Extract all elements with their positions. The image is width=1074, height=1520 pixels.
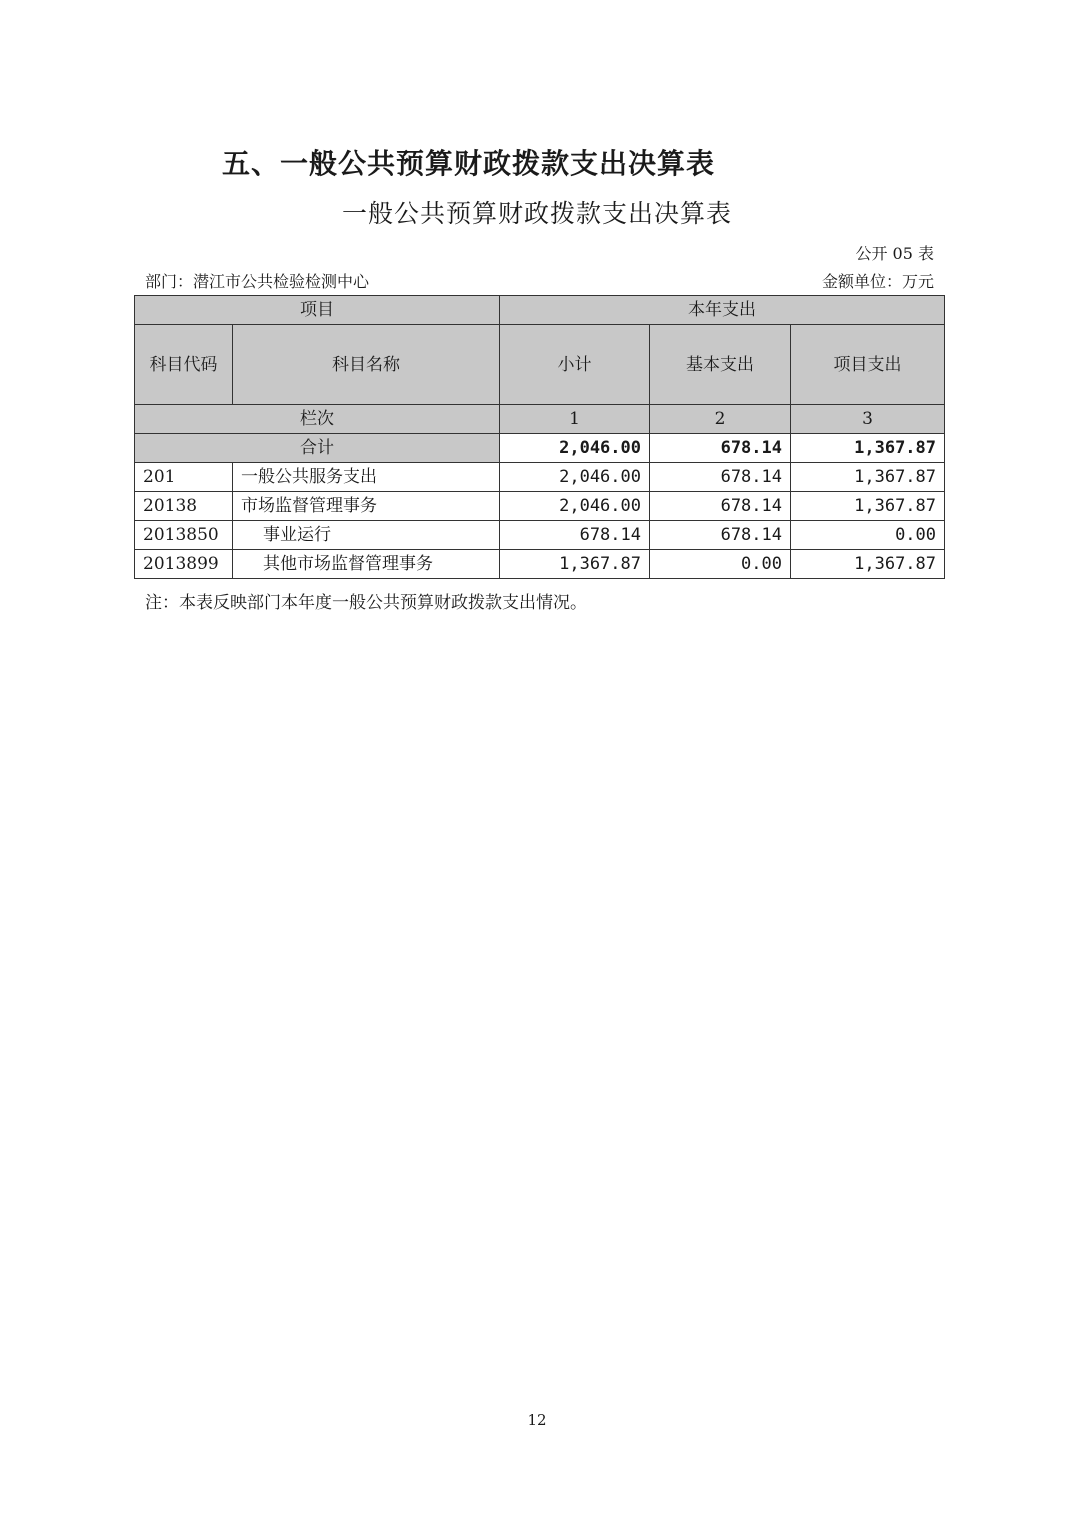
header-item: 项目 bbox=[135, 296, 500, 325]
total-subtotal: 2,046.00 bbox=[500, 434, 650, 463]
row-code: 20138 bbox=[135, 492, 233, 521]
column-index-3: 3 bbox=[791, 405, 945, 434]
row-project: 1,367.87 bbox=[791, 550, 945, 579]
page-number: 12 bbox=[527, 1411, 547, 1429]
row-code: 201 bbox=[135, 463, 233, 492]
header-row-1 bbox=[135, 296, 945, 325]
column-index-1: 1 bbox=[500, 405, 650, 434]
row-name: 一般公共服务支出 bbox=[233, 463, 500, 492]
amount-unit-label: 金额单位：万元 bbox=[821, 272, 934, 291]
header-subject-name: 科目名称 bbox=[233, 325, 500, 405]
row-code: 2013899 bbox=[135, 550, 233, 579]
row-basic: 678.14 bbox=[650, 463, 791, 492]
row-project: 0.00 bbox=[791, 521, 945, 550]
table-row bbox=[135, 492, 945, 521]
row-subtotal: 2,046.00 bbox=[500, 463, 650, 492]
total-basic: 678.14 bbox=[650, 434, 791, 463]
row-subtotal: 2,046.00 bbox=[500, 492, 650, 521]
row-name: 市场监督管理事务 bbox=[233, 492, 500, 521]
section-title: 五、一般公共预算财政拨款支出决算表 bbox=[222, 147, 716, 180]
table-row bbox=[135, 463, 945, 492]
form-number: 公开 05 表 bbox=[855, 244, 934, 263]
column-index-label: 栏次 bbox=[135, 405, 500, 434]
total-row bbox=[135, 434, 945, 463]
row-code: 2013850 bbox=[135, 521, 233, 550]
row-project: 1,367.87 bbox=[791, 463, 945, 492]
header-current-year-expenditure: 本年支出 bbox=[500, 296, 945, 325]
row-name: 事业运行 bbox=[233, 521, 500, 550]
header-project-expenditure: 项目支出 bbox=[791, 325, 945, 405]
header-basic-expenditure: 基本支出 bbox=[650, 325, 791, 405]
expenditure-table bbox=[134, 295, 945, 579]
column-index-2: 2 bbox=[650, 405, 791, 434]
row-project: 1,367.87 bbox=[791, 492, 945, 521]
row-basic: 678.14 bbox=[650, 492, 791, 521]
header-row-2 bbox=[135, 325, 945, 405]
table-title: 一般公共预算财政拨款支出决算表 bbox=[341, 199, 732, 228]
table-note: 注：本表反映部门本年度一般公共预算财政拨款支出情况。 bbox=[145, 593, 587, 613]
row-basic: 0.00 bbox=[650, 550, 791, 579]
row-subtotal: 1,367.87 bbox=[500, 550, 650, 579]
row-subtotal: 678.14 bbox=[500, 521, 650, 550]
row-name: 其他市场监督管理事务 bbox=[233, 550, 500, 579]
row-basic: 678.14 bbox=[650, 521, 791, 550]
department-label: 部门：潜江市公共检验检测中心 bbox=[145, 272, 370, 291]
header-subject-code: 科目代码 bbox=[135, 325, 233, 405]
header-subtotal: 小计 bbox=[500, 325, 650, 405]
total-label: 合计 bbox=[135, 434, 500, 463]
column-index-row bbox=[135, 405, 945, 434]
total-project: 1,367.87 bbox=[791, 434, 945, 463]
table-row bbox=[135, 550, 945, 579]
table-row bbox=[135, 521, 945, 550]
